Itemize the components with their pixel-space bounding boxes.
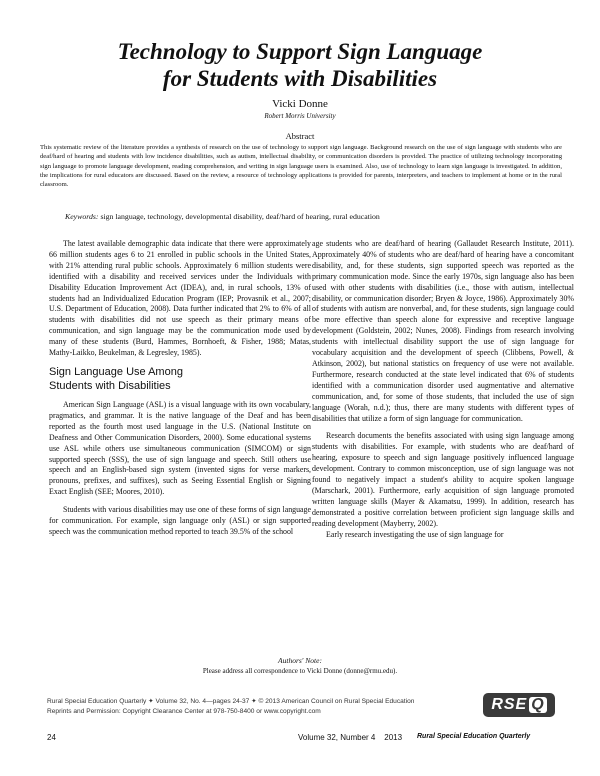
section-heading-line-1: Sign Language Use Among [49, 365, 183, 378]
author-affiliation: Robert Morris University [264, 112, 336, 120]
right-column [312, 239, 574, 540]
abstract-heading: Abstract [285, 131, 315, 141]
abstract-text: This systematic review of the literature provides a synthesis of research on the use of technology to support sign language. Background research on the use of sign language with students who are deaf/hard of hearing and students with low incidence disabilities, such as autism, intellectual disability, or communication disorders is provided. The practice of utilizing technology incorporating sign language to promote language development, reading comprehension, and writing in sign language users is examined. Also, use of technology to learn sign language is investigated. In addition, the implications for rural educators are discussed. Based on the review, a resource of technology applications is provided for parents, interpreters, and teachers to implement at home or in the rural classroom. [40, 144, 562, 189]
citation-block [47, 697, 414, 717]
keywords-line [65, 212, 575, 221]
citation-line-2: Reprints and Permission: Copyright Clearance Center at 978-750-8400 or www.copyright.com [47, 708, 321, 715]
body-paragraph: American Sign Language (ASL) is a visual language with its own vocabulary, pragmatics, and grammar. It is the native language of the Deaf and has been reported as the fourth most used language in the U.S. (National Institute on Deafness and Other Communication Disorders, 2000). Some educational systems use ASL while others use simultaneous communication (SIMCOM) or sign supported speech (SSS), the use of sign language and speech. Still others use speech and an English-based sign system (invented signs for verse markers, pronouns, prefixes, and suffixes), such as Seeing Essential English or Signing Exact English (SEE; Moores, 2010). [49, 399, 311, 497]
keywords-label: Keywords: [65, 212, 99, 221]
page-number: 24 [47, 733, 56, 742]
body-paragraph: The latest available demographic data indicate that there were approximately 66 million students ages 6 to 21 enrolled in public schools in the United States, with 21% attending rural public schools. Approximately 6 million students were identified with a disability and received services under the Individuals with Disability Education Improvement Act (IDEA), and, in rural schools, 13% of students had an Individualized Education Program (IEP; Provasnik et al., 2007; U.S. Department of Education, 2008). Data further indicated that 2% to 6% of all students with disabilities did not use speech as their primary means of communication, and sign language may be the communication mode used by many of these students (Burd, Hammes, Bornhoeft, & Fisher, 1988; Matas, Mathy-Laikko, Beukelman, & Legresley, 1985). [49, 239, 311, 358]
author-name: Vicki Donne [272, 98, 328, 110]
title-line-1: Technology to Support Sign Language [117, 39, 483, 64]
logo-letter-box: Q [531, 696, 545, 713]
authors-note-text: Please address all correspondence to Vicki Donne (donne@rmu.edu). [202, 667, 398, 675]
journal-logo [483, 693, 555, 717]
logo-text: RSE [491, 696, 528, 713]
section-heading-line-2: Students with Disabilities [49, 379, 171, 392]
citation-line-1: Rural Special Education Quarterly ✦ Volume 32, No. 4—pages 24-37 ✦ © 2013 American Council on Rural Special Education [47, 698, 415, 705]
body-paragraph: age students who are deaf/hard of hearing (Gallaudet Research Institute, 2011). Approximately 40% of students who are deaf/hard of hearing have a concomitant disability, and, for these students, sign supported speech was reported as the primary communication mode. Since the early 1970s, sign language also has been used with other students with disabilities (i.e., those with autism, intellectual disability, or communication disorder; Bryen & Joyce, 1986). Approximately 30% of students with autism are nonverbal, and, for these students, sign language could be more effective than speech alone for expressive and receptive language development (Goldstein, 2002; Nunes, 2008). Findings from research involving students with intellectual disability support the use of sign language for vocabulary acquisition and the development of speech (Clibbens, Powell, & Atkinson, 2002), but national statistics on frequency of use were not available. Furthermore, research conducted at the state level indicated that 6% of students identified with a communication disorder used augmentative and alternative communication, and, for some of those students, that included the use of sign language (Worah, n.d.); thus, there are many students with different types of disabilities that utilize a form of sign language for communication. [312, 239, 574, 423]
body-paragraph: Early research investigating the use of sign language for [326, 529, 504, 539]
left-column [49, 239, 311, 538]
body-paragraph: Students with various disabilities may use one of these forms of sign language for communication. For example, sign language only (ASL) or sign supported speech was the communication method reported to teach 39.5% of the school [49, 505, 311, 536]
volume-issue: Volume 32, Number 4 2013 [298, 733, 403, 742]
authors-note-heading: Authors' Note: [278, 656, 322, 665]
body-paragraph: Research documents the benefits associated with using sign language among students with disabilities. For example, with students who are deaf/hard of hearing, exposure to speech and sign language positively influenced language development. Contrary to common misconception, use of sign language was not found to negatively impact a student's ability to acquire spoken language (Marschark, 2001). Furthermore, early acquisition of sign language promoted written language skills (Mayer & Akamatsu, 1999). In addition, research has demonstrated a positive correlation between proficient sign language skills and reading development (Mayberry, 2002). [312, 431, 574, 528]
title-line-2: for Students with Disabilities [162, 66, 438, 91]
journal-name: Rural Special Education Quarterly [417, 733, 531, 740]
keywords-list: sign language, technology, developmental disability, deaf/hard of hearing, rural education [98, 212, 380, 221]
article-title [0, 38, 600, 92]
section-heading [49, 365, 311, 393]
